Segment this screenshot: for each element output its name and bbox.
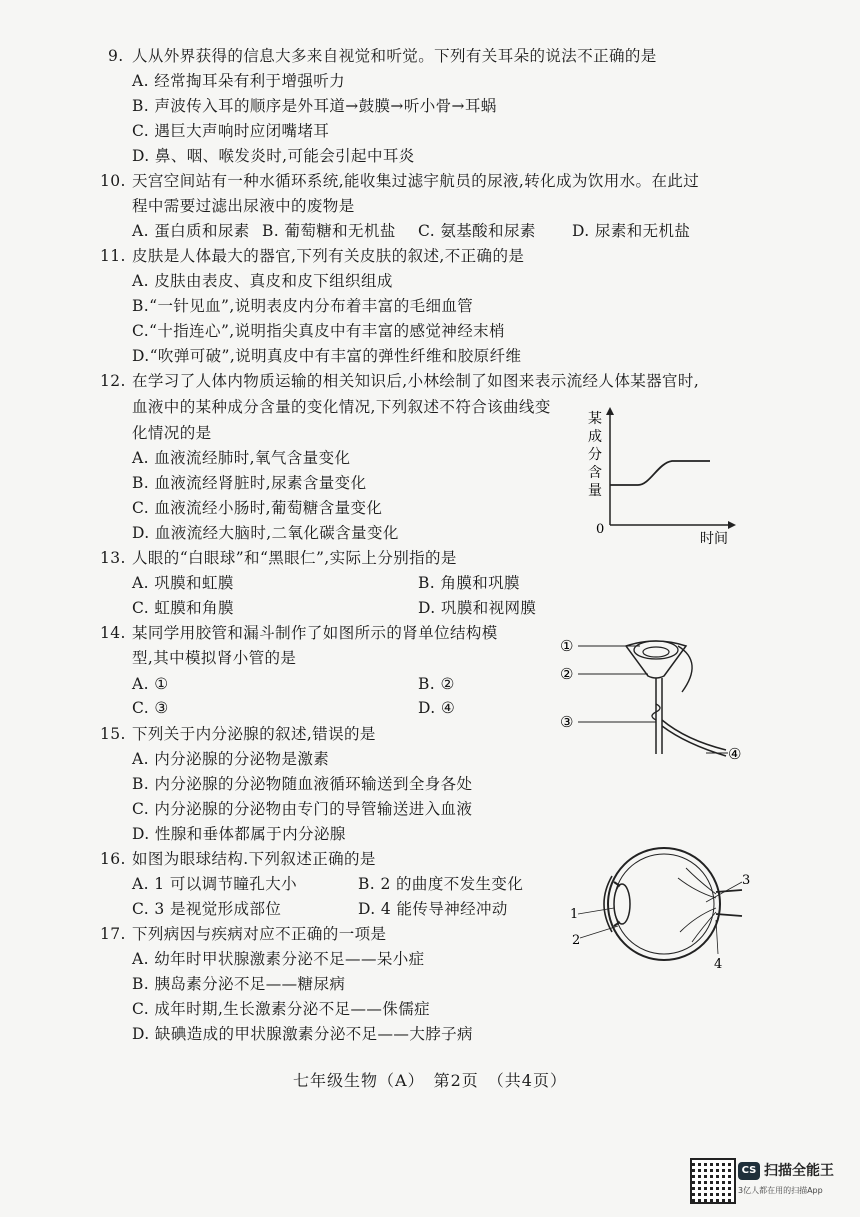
q17-number: 17. <box>100 925 126 943</box>
ylabel-char-3: 分 <box>588 447 602 463</box>
q16-option-d: D. 4 能传导神经冲动 <box>358 900 508 918</box>
q16-number: 16. <box>100 850 126 868</box>
q9-option-c: C. 遇巨大声响时应闭嘴堵耳 <box>132 122 330 140</box>
q17-option-a: A. 幼年时甲状腺激素分泌不足——呆小症 <box>132 950 425 968</box>
q10-stem-2: 程中需要过滤出尿液中的废物是 <box>132 197 355 215</box>
q10-option-a: A. 蛋白质和尿素 <box>132 222 250 240</box>
origin-label: 0 <box>596 522 605 537</box>
sclera <box>608 848 720 960</box>
q15-option-a: A. 内分泌腺的分泌物是激素 <box>132 750 330 768</box>
q14-option-c: C. ③ <box>132 699 169 717</box>
label-2: ② <box>560 665 574 683</box>
scanner-app-name: 扫描全能王 <box>764 1163 834 1179</box>
q10-option-b: B. 葡萄糖和无机盐 <box>262 222 396 240</box>
q13-option-d: D. 巩膜和视网膜 <box>418 599 537 617</box>
q15-stem: 下列关于内分泌腺的叙述,错误的是 <box>132 725 376 743</box>
q16-eyeball-figure <box>566 842 756 972</box>
q9-option-d: D. 鼻、咽、喉发炎时,可能会引起中耳炎 <box>132 147 415 165</box>
q14-option-b: B. ② <box>418 675 455 693</box>
ylabel-char-4: 含 <box>588 465 602 481</box>
q12-number: 12. <box>100 372 126 390</box>
label-1: ① <box>560 637 574 655</box>
q9-number: 9. <box>108 47 124 65</box>
scanner-watermark <box>690 1158 850 1208</box>
q12-stem-3: 化情况的是 <box>132 424 212 442</box>
q14-nephron-model-figure <box>556 632 756 772</box>
content-curve <box>610 461 710 485</box>
q9-option-b: B. 声波传入耳的顺序是外耳道→鼓膜→听小骨→耳蜗 <box>132 97 497 115</box>
q14-number: 14. <box>100 624 126 642</box>
q12-option-d: D. 血液流经大脑时,二氧化碳含量变化 <box>132 524 399 542</box>
label-1: 1 <box>570 907 579 922</box>
q13-stem: 人眼的“白眼球”和“黑眼仁”,实际上分别指的是 <box>132 549 457 567</box>
q11-option-d: D.“吹弹可破”,说明真皮中有丰富的弹性纤维和胶原纤维 <box>132 347 522 365</box>
q11-option-a: A. 皮肤由表皮、真皮和皮下组织组成 <box>132 272 393 290</box>
q14-option-a: A. ① <box>132 675 169 693</box>
label-4: ④ <box>728 745 742 763</box>
q16-stem: 如图为眼球结构.下列叙述正确的是 <box>132 850 376 868</box>
label-4: 4 <box>714 957 723 972</box>
q12-option-c: C. 血液流经小肠时,葡萄糖含量变化 <box>132 499 383 517</box>
q16-option-b: B. 2 的曲度不发生变化 <box>358 875 524 893</box>
q13-number: 13. <box>100 549 126 567</box>
ylabel-char-1: 某 <box>588 411 602 427</box>
y-axis-arrow <box>606 407 614 415</box>
ylabel-char-2: 成 <box>588 429 602 445</box>
q13-option-c: C. 虹膜和角膜 <box>132 599 234 617</box>
q14-stem: 某同学用胶管和漏斗制作了如图所示的肾单位结构模 <box>132 624 498 642</box>
q17-option-d: D. 缺碘造成的甲状腺激素分泌不足——大脖子病 <box>132 1025 473 1043</box>
cs-logo: CS <box>738 1162 760 1180</box>
q14-option-d: D. ④ <box>418 699 456 717</box>
q17-option-b: B. 胰岛素分泌不足——糖尿病 <box>132 975 346 993</box>
qr-code-icon <box>690 1158 736 1204</box>
q16-option-a: A. 1 可以调节瞳孔大小 <box>132 875 298 893</box>
q12-option-b: B. 血液流经肾脏时,尿素含量变化 <box>132 474 367 492</box>
lens <box>614 884 630 924</box>
q17-stem: 下列病因与疾病对应不正确的一项是 <box>132 925 387 943</box>
q11-option-c: C.“十指连心”,说明指尖真皮中有丰富的感觉神经末梢 <box>132 322 505 340</box>
q12-stem: 在学习了人体内物质运输的相关知识后,小林绘制了如图来表示流经人体某器官时, <box>132 372 700 390</box>
q11-stem: 皮肤是人体最大的器官,下列有关皮肤的叙述,不正确的是 <box>132 247 525 265</box>
q15-number: 15. <box>100 725 126 743</box>
q10-stem: 天宫空间站有一种水循环系统,能收集过滤宇航员的尿液,转化成为饮用水。在此过 <box>132 172 700 190</box>
q12-option-a: A. 血液流经肺时,氧气含量变化 <box>132 449 351 467</box>
ylabel-char-5: 量 <box>588 483 602 499</box>
funnel-coil <box>634 641 678 659</box>
q15-option-d: D. 性腺和垂体都属于内分泌腺 <box>132 825 346 843</box>
label-2: 2 <box>572 933 581 948</box>
q13-option-b: B. 角膜和巩膜 <box>418 574 520 592</box>
q10-number: 10. <box>100 172 126 190</box>
label-3: ③ <box>560 713 574 731</box>
q17-option-c: C. 成年时期,生长激素分泌不足——侏儒症 <box>132 1000 430 1018</box>
q13-option-a: A. 巩膜和虹膜 <box>132 574 234 592</box>
x-axis-arrow <box>728 521 736 529</box>
q16-option-c: C. 3 是视觉形成部位 <box>132 900 282 918</box>
page-footer: 七年级生物（A） 第2页 （共4页） <box>293 1071 567 1090</box>
q10-option-c: C. 氨基酸和尿素 <box>418 222 536 240</box>
q9-option-a: A. 经常掏耳朵有利于增强听力 <box>132 72 346 90</box>
q15-option-c: C. 内分泌腺的分泌物由专门的导管输送进入血液 <box>132 800 473 818</box>
q14-stem-2: 型,其中模拟肾小管的是 <box>132 649 297 667</box>
q12-content-curve-figure <box>580 405 750 550</box>
q9-stem: 人从外界获得的信息大多来自视觉和听觉。下列有关耳朵的说法不正确的是 <box>132 47 657 65</box>
xlabel: 时间 <box>700 531 728 547</box>
q15-option-b: B. 内分泌腺的分泌物随血液循环输送到全身各处 <box>132 775 473 793</box>
q10-option-d: D. 尿素和无机盐 <box>572 222 691 240</box>
q11-option-b: B.“一针见血”,说明表皮内分布着丰富的毛细血管 <box>132 297 474 315</box>
retina-vessels <box>678 868 716 942</box>
label-3: 3 <box>742 873 751 888</box>
q12-stem-2: 血液中的某种成分含量的变化情况,下列叙述不符合该曲线变 <box>132 398 551 416</box>
scanner-tagline: 3亿人都在用的扫描App <box>738 1186 823 1195</box>
q11-number: 11. <box>100 247 126 265</box>
